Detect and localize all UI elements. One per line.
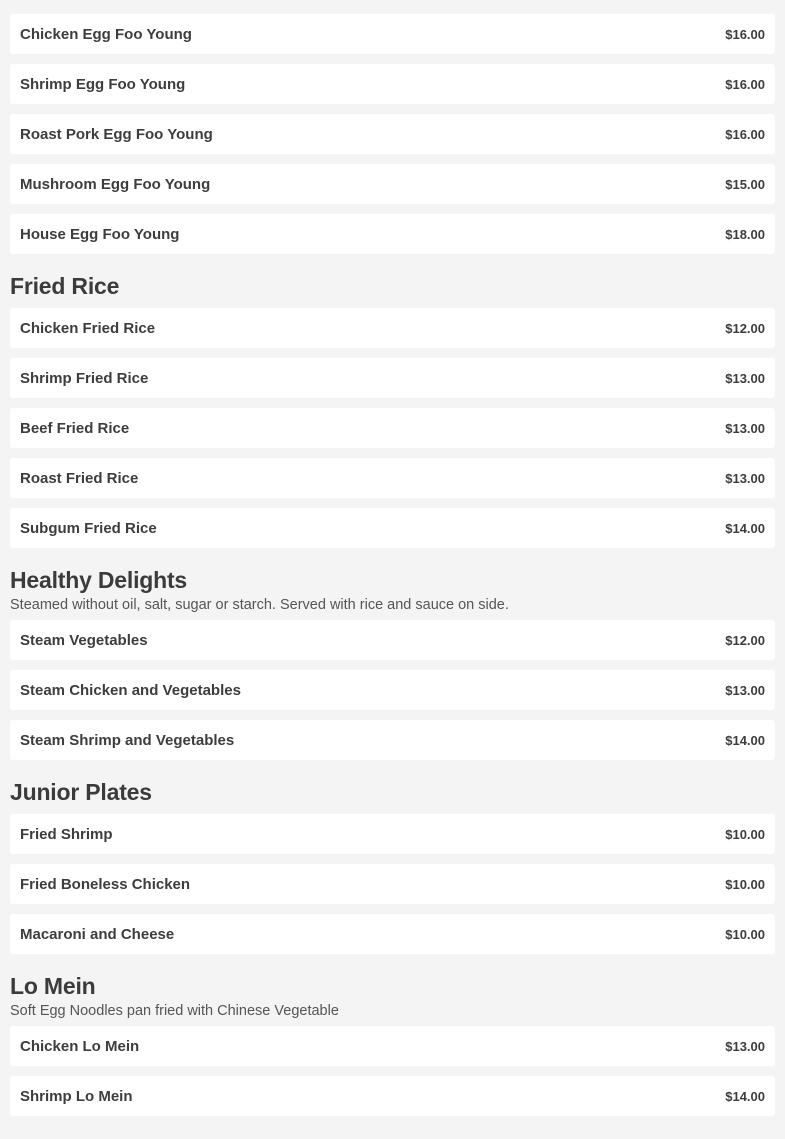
menu-item-name: Roast Pork Egg Foo Young	[20, 125, 213, 143]
menu-item-name: Beef Fried Rice	[20, 419, 130, 437]
menu-item-price: $13.00	[725, 420, 765, 436]
menu-item-price: $10.00	[725, 826, 765, 842]
menu-item[interactable]	[10, 508, 775, 548]
menu-item-name: House Egg Foo Young	[20, 225, 180, 243]
menu-item-price: $14.00	[725, 732, 765, 748]
section-title: Healthy Delights	[10, 567, 188, 593]
menu-item-price: $13.00	[725, 1038, 765, 1054]
menu-item-price: $16.00	[725, 76, 765, 92]
menu-item[interactable]	[10, 14, 775, 54]
menu-item-list	[10, 14, 775, 254]
menu-item-price: $14.00	[725, 1088, 765, 1104]
menu-item-price: $13.00	[725, 370, 765, 386]
menu-item-price: $10.00	[725, 926, 765, 942]
menu-item-price: $12.00	[725, 632, 765, 648]
menu-item-list	[10, 1026, 775, 1116]
menu-item[interactable]	[10, 308, 775, 348]
menu-item-price: $14.00	[725, 520, 765, 536]
section-junior-plates	[10, 780, 775, 954]
menu-item-price: $16.00	[725, 126, 765, 142]
menu-item-name: Roast Fried Rice	[20, 469, 139, 487]
menu-item[interactable]	[10, 814, 775, 854]
menu-item-price: $12.00	[725, 320, 765, 336]
menu-item-name: Shrimp Egg Foo Young	[20, 75, 186, 93]
menu-item-name: Steam Shrimp and Vegetables	[20, 731, 235, 749]
menu-item-price: $13.00	[725, 682, 765, 698]
menu-item-name: Chicken Lo Mein	[20, 1037, 140, 1055]
menu-item[interactable]	[10, 214, 775, 254]
section-fried-rice	[10, 274, 775, 548]
menu-item[interactable]	[10, 164, 775, 204]
section-description: Steamed without oil, salt, sugar or starch. Served with rice and sauce on side.	[10, 597, 509, 613]
menu-item-name: Macaroni and Cheese	[20, 925, 175, 943]
menu-item-name: Chicken Egg Foo Young	[20, 25, 192, 43]
menu-item-name: Fried Shrimp	[20, 825, 113, 843]
menu-item-name: Shrimp Lo Mein	[20, 1087, 133, 1105]
section-description: Soft Egg Noodles pan fried with Chinese Vegetable	[10, 1003, 339, 1019]
menu-item[interactable]	[10, 1076, 775, 1116]
menu-item-price: $18.00	[725, 226, 765, 242]
menu-item[interactable]	[10, 458, 775, 498]
menu-item[interactable]	[10, 914, 775, 954]
menu-item[interactable]	[10, 1026, 775, 1066]
menu-item-name: Subgum Fried Rice	[20, 519, 157, 537]
menu-item-price: $10.00	[725, 876, 765, 892]
menu-item-list	[10, 308, 775, 548]
menu-item-name: Steam Chicken and Vegetables	[20, 681, 241, 699]
menu-item[interactable]	[10, 408, 775, 448]
menu-item-price: $13.00	[725, 470, 765, 486]
menu-item[interactable]	[10, 114, 775, 154]
section-title: Lo Mein	[10, 973, 96, 999]
menu-page	[10, 0, 775, 1126]
menu-item-list	[10, 620, 775, 760]
section-lo-mein	[10, 974, 775, 1116]
menu-item[interactable]	[10, 864, 775, 904]
menu-item[interactable]	[10, 720, 775, 760]
menu-item-name: Shrimp Fried Rice	[20, 369, 149, 387]
section-egg-foo-young	[10, 0, 775, 254]
menu-item-price: $16.00	[725, 26, 765, 42]
menu-item[interactable]	[10, 670, 775, 710]
menu-item[interactable]	[10, 358, 775, 398]
menu-item-name: Steam Vegetables	[20, 631, 148, 649]
menu-item[interactable]	[10, 620, 775, 660]
menu-item-name: Chicken Fried Rice	[20, 319, 156, 337]
section-title: Junior Plates	[10, 779, 152, 805]
menu-item-list	[10, 814, 775, 954]
menu-item[interactable]	[10, 64, 775, 104]
menu-item-price: $15.00	[725, 176, 765, 192]
menu-item-name: Mushroom Egg Foo Young	[20, 175, 211, 193]
section-healthy-delights	[10, 568, 775, 760]
section-title: Fried Rice	[10, 273, 120, 299]
menu-item-name: Fried Boneless Chicken	[20, 875, 191, 893]
